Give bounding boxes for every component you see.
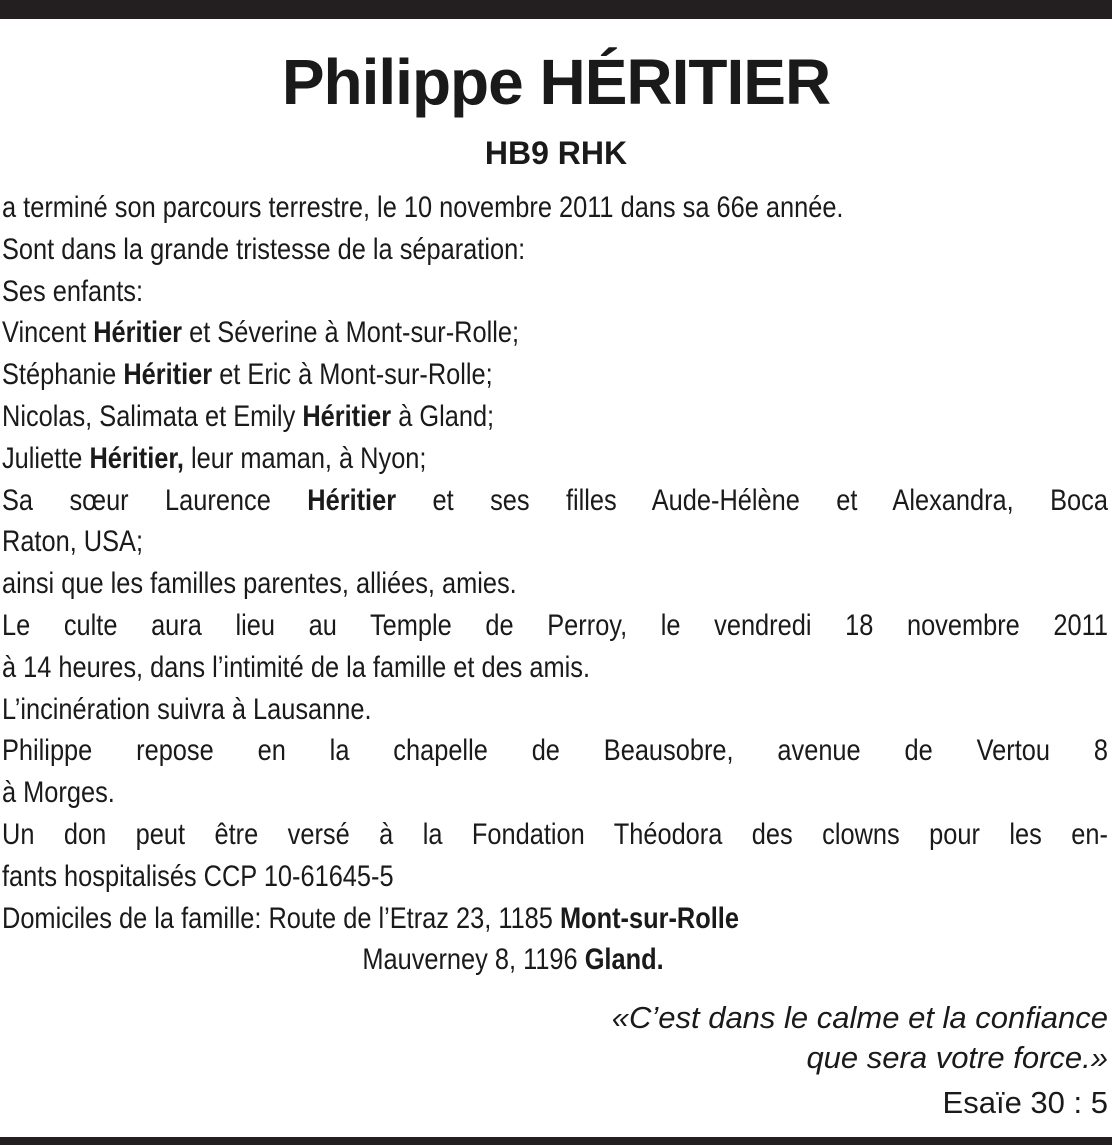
callsign: HB9 RHK	[484, 135, 628, 171]
notice-line: Sont dans la grande tristesse de la séparation:	[2, 232, 526, 266]
notice-line	[2, 312, 1108, 354]
family-name: Héritier	[302, 399, 392, 433]
first-name: Stéphanie	[2, 358, 124, 392]
bible-quote	[612, 998, 1108, 1078]
quote-reference: Esaïe 30 : 5	[942, 1085, 1108, 1120]
address-text: Domiciles de la famille: Route de l’Etraz 23, 1185	[2, 901, 560, 935]
address-line	[2, 898, 1108, 940]
line-rest: et Séverine à Mont-sur-Rolle;	[182, 316, 520, 350]
top-rule	[0, 0, 1112, 19]
notice-line: a terminé son parcours terrestre, le 10 novembre 2011 dans sa 66e année.	[2, 191, 844, 224]
line-rest: leur maman, à Nyon;	[183, 441, 427, 475]
address-line	[2, 939, 1108, 981]
notice-line: Philippe repose en la chapelle de Beausobre, avenue de Vertou 8	[2, 734, 1108, 768]
family-name: Héritier	[307, 483, 397, 517]
notice-line	[2, 396, 1108, 438]
address-text: Mauverney 8, 1196	[362, 943, 585, 977]
notice-line	[2, 354, 1108, 396]
deceased-name: Philippe HÉRITIER	[281, 46, 831, 118]
notice-line: Un don peut être versé à la Fondation Théodora des clowns pour les en-	[2, 817, 1108, 851]
notice-line: ainsi que les familles parentes, alliées, amies.	[2, 567, 517, 601]
line-rest: à Gland;	[391, 399, 495, 433]
family-name: Héritier	[123, 358, 213, 392]
notice-line	[2, 480, 1108, 522]
address-town: Mont-sur-Rolle	[559, 901, 739, 935]
notice-line	[2, 438, 1108, 480]
notice-line: Raton, USA;	[2, 525, 144, 559]
first-name: Nicolas, Salimata et Emily	[2, 399, 303, 433]
notice-line: fants hospitalisés CCP 10-61645-5	[2, 859, 394, 893]
quote-line: «C’est dans le calme et la confiance	[611, 1000, 1108, 1035]
line-rest: et ses filles Aude-Hélène et Alexandra, Boca	[396, 483, 1108, 517]
notice-line: Ses enfants:	[2, 274, 144, 308]
first-name: Vincent	[2, 316, 94, 350]
notice-line: Le culte aura lieu au Temple de Perroy, le vendredi 18 novembre 2011	[2, 608, 1108, 642]
line-rest: et Eric à Mont-sur-Rolle;	[212, 358, 493, 392]
notice-line: à 14 heures, dans l’intimité de la famille et des amis.	[2, 650, 591, 684]
bottom-rule	[0, 1137, 1112, 1145]
notice-line: L’incinération suivra à Lausanne.	[2, 692, 372, 726]
notice-body	[2, 187, 1108, 981]
family-name: Héritier,	[89, 441, 184, 475]
family-name: Héritier	[93, 316, 183, 350]
first-name: Juliette	[2, 441, 90, 475]
notice-line: à Morges.	[2, 776, 115, 810]
first-name: Sa sœur Laurence	[2, 483, 308, 517]
address-town: Gland.	[584, 943, 664, 977]
quote-line: que sera votre force.»	[806, 1040, 1108, 1075]
